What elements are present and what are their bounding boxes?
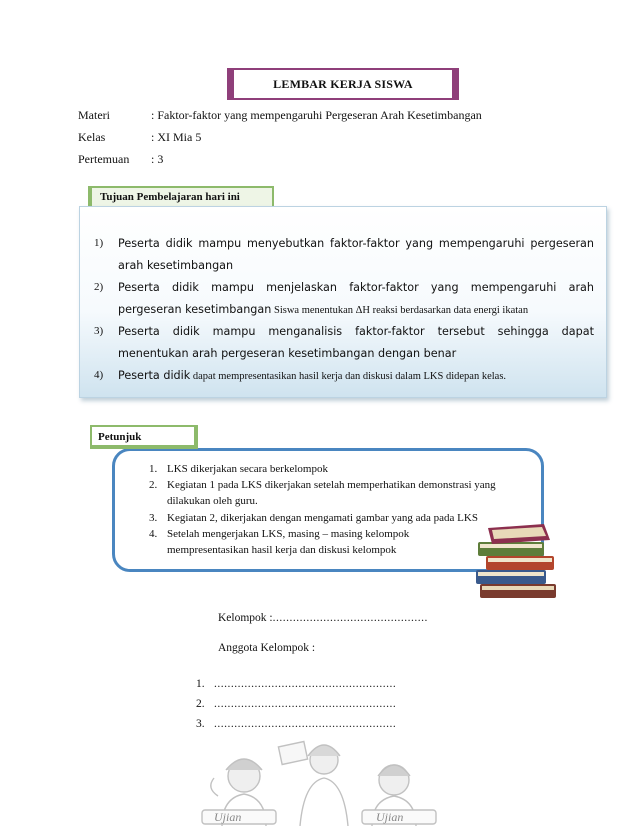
item-number: 3)	[94, 325, 104, 337]
list-item	[94, 277, 594, 321]
tujuan-list	[94, 233, 594, 388]
tujuan-heading: Tujuan Pembelajaran hari ini	[100, 191, 240, 203]
item-number: 4)	[94, 369, 104, 381]
list-item[interactable]	[196, 714, 396, 734]
item-tail: Siswa menentukan ΔH reaksi berdasarkan data energi ikatan	[271, 304, 529, 316]
list-item	[94, 233, 594, 277]
member-list	[196, 674, 396, 734]
member-fill-dots: ......................................................	[214, 678, 397, 690]
illustration-label-left: Ujian	[214, 810, 242, 824]
list-item	[94, 365, 594, 388]
meta-label: Kelas	[78, 130, 106, 144]
item-number: 3.	[196, 718, 205, 730]
meta-value: : Faktor-faktor yang mempengaruhi Pergeseran Arah Kesetimbangan	[151, 108, 482, 122]
meta-row-pertemuan	[78, 152, 163, 167]
item-text: Peserta didik mampu menganalisis faktor-faktor tersebut sehingga dapat menentukan arah pergeseran kesetimbangan dengan benar	[118, 325, 594, 360]
meta-row-materi	[78, 108, 482, 123]
meta-label: Pertemuan	[78, 152, 130, 166]
item-number: 3.	[149, 511, 158, 524]
meta-value: : 3	[151, 152, 164, 166]
item-number: 2)	[94, 281, 104, 293]
item-number: 1.	[149, 463, 158, 475]
books-icon	[472, 522, 564, 606]
item-text: LKS dikerjakan secara berkelompok	[167, 463, 328, 475]
tujuan-box	[79, 206, 607, 398]
meta-row-kelas	[78, 130, 201, 145]
item-number: 1.	[196, 678, 205, 690]
petunjuk-heading-tab	[90, 425, 198, 449]
item-text: Kegiatan 1 pada LKS dikerjakan setelah memperhatikan demonstrasi yang dilakukan oleh guru.	[167, 479, 496, 508]
list-item	[149, 461, 533, 477]
list-item[interactable]	[196, 694, 396, 714]
item-text: Peserta didik mampu menjelaskan faktor-faktor yang mempengaruhi arah pergeseran kesetimbangan	[118, 281, 594, 316]
member-fill-dots: ......................................................	[214, 718, 397, 730]
list-item	[149, 477, 533, 509]
item-number: 2.	[196, 698, 205, 710]
illustration-label-right: Ujian	[376, 810, 404, 824]
petunjuk-heading: Petunjuk	[98, 431, 142, 443]
item-text: Setelah mengerjakan LKS, masing – masing kelompok mempresentasikan hasil kerja dan diskusi kelompok	[167, 527, 410, 557]
anggota-label: Anggota Kelompok :	[218, 642, 316, 654]
item-text: Peserta didik mampu menyebutkan faktor-faktor yang mempengaruhi pergeseran arah kesetimbangan	[118, 237, 594, 272]
meta-value: : XI Mia 5	[151, 130, 202, 144]
item-number: 2.	[149, 479, 158, 492]
kelompok-label: Kelompok :	[218, 612, 273, 624]
page-title-banner	[232, 68, 454, 100]
item-text: Peserta didik	[118, 369, 191, 382]
item-text: Kegiatan 2, dikerjakan dengan mengamati gambar yang ada pada LKS	[167, 511, 478, 524]
meta-label: Materi	[78, 108, 110, 122]
page-title: LEMBAR KERJA SISWA	[273, 76, 413, 91]
item-number: 1)	[94, 237, 104, 249]
list-item	[94, 321, 594, 365]
kelompok-fill-dots[interactable]: ..............................................	[272, 612, 428, 624]
list-item[interactable]	[196, 674, 396, 694]
tujuan-heading-tab	[88, 186, 274, 208]
member-fill-dots: ......................................................	[214, 698, 397, 710]
kelompok-line	[218, 612, 428, 624]
item-tail: dapat mempresentasikan hasil kerja dan diskusi dalam LKS didepan kelas.	[190, 371, 507, 382]
item-number: 4.	[149, 527, 158, 540]
